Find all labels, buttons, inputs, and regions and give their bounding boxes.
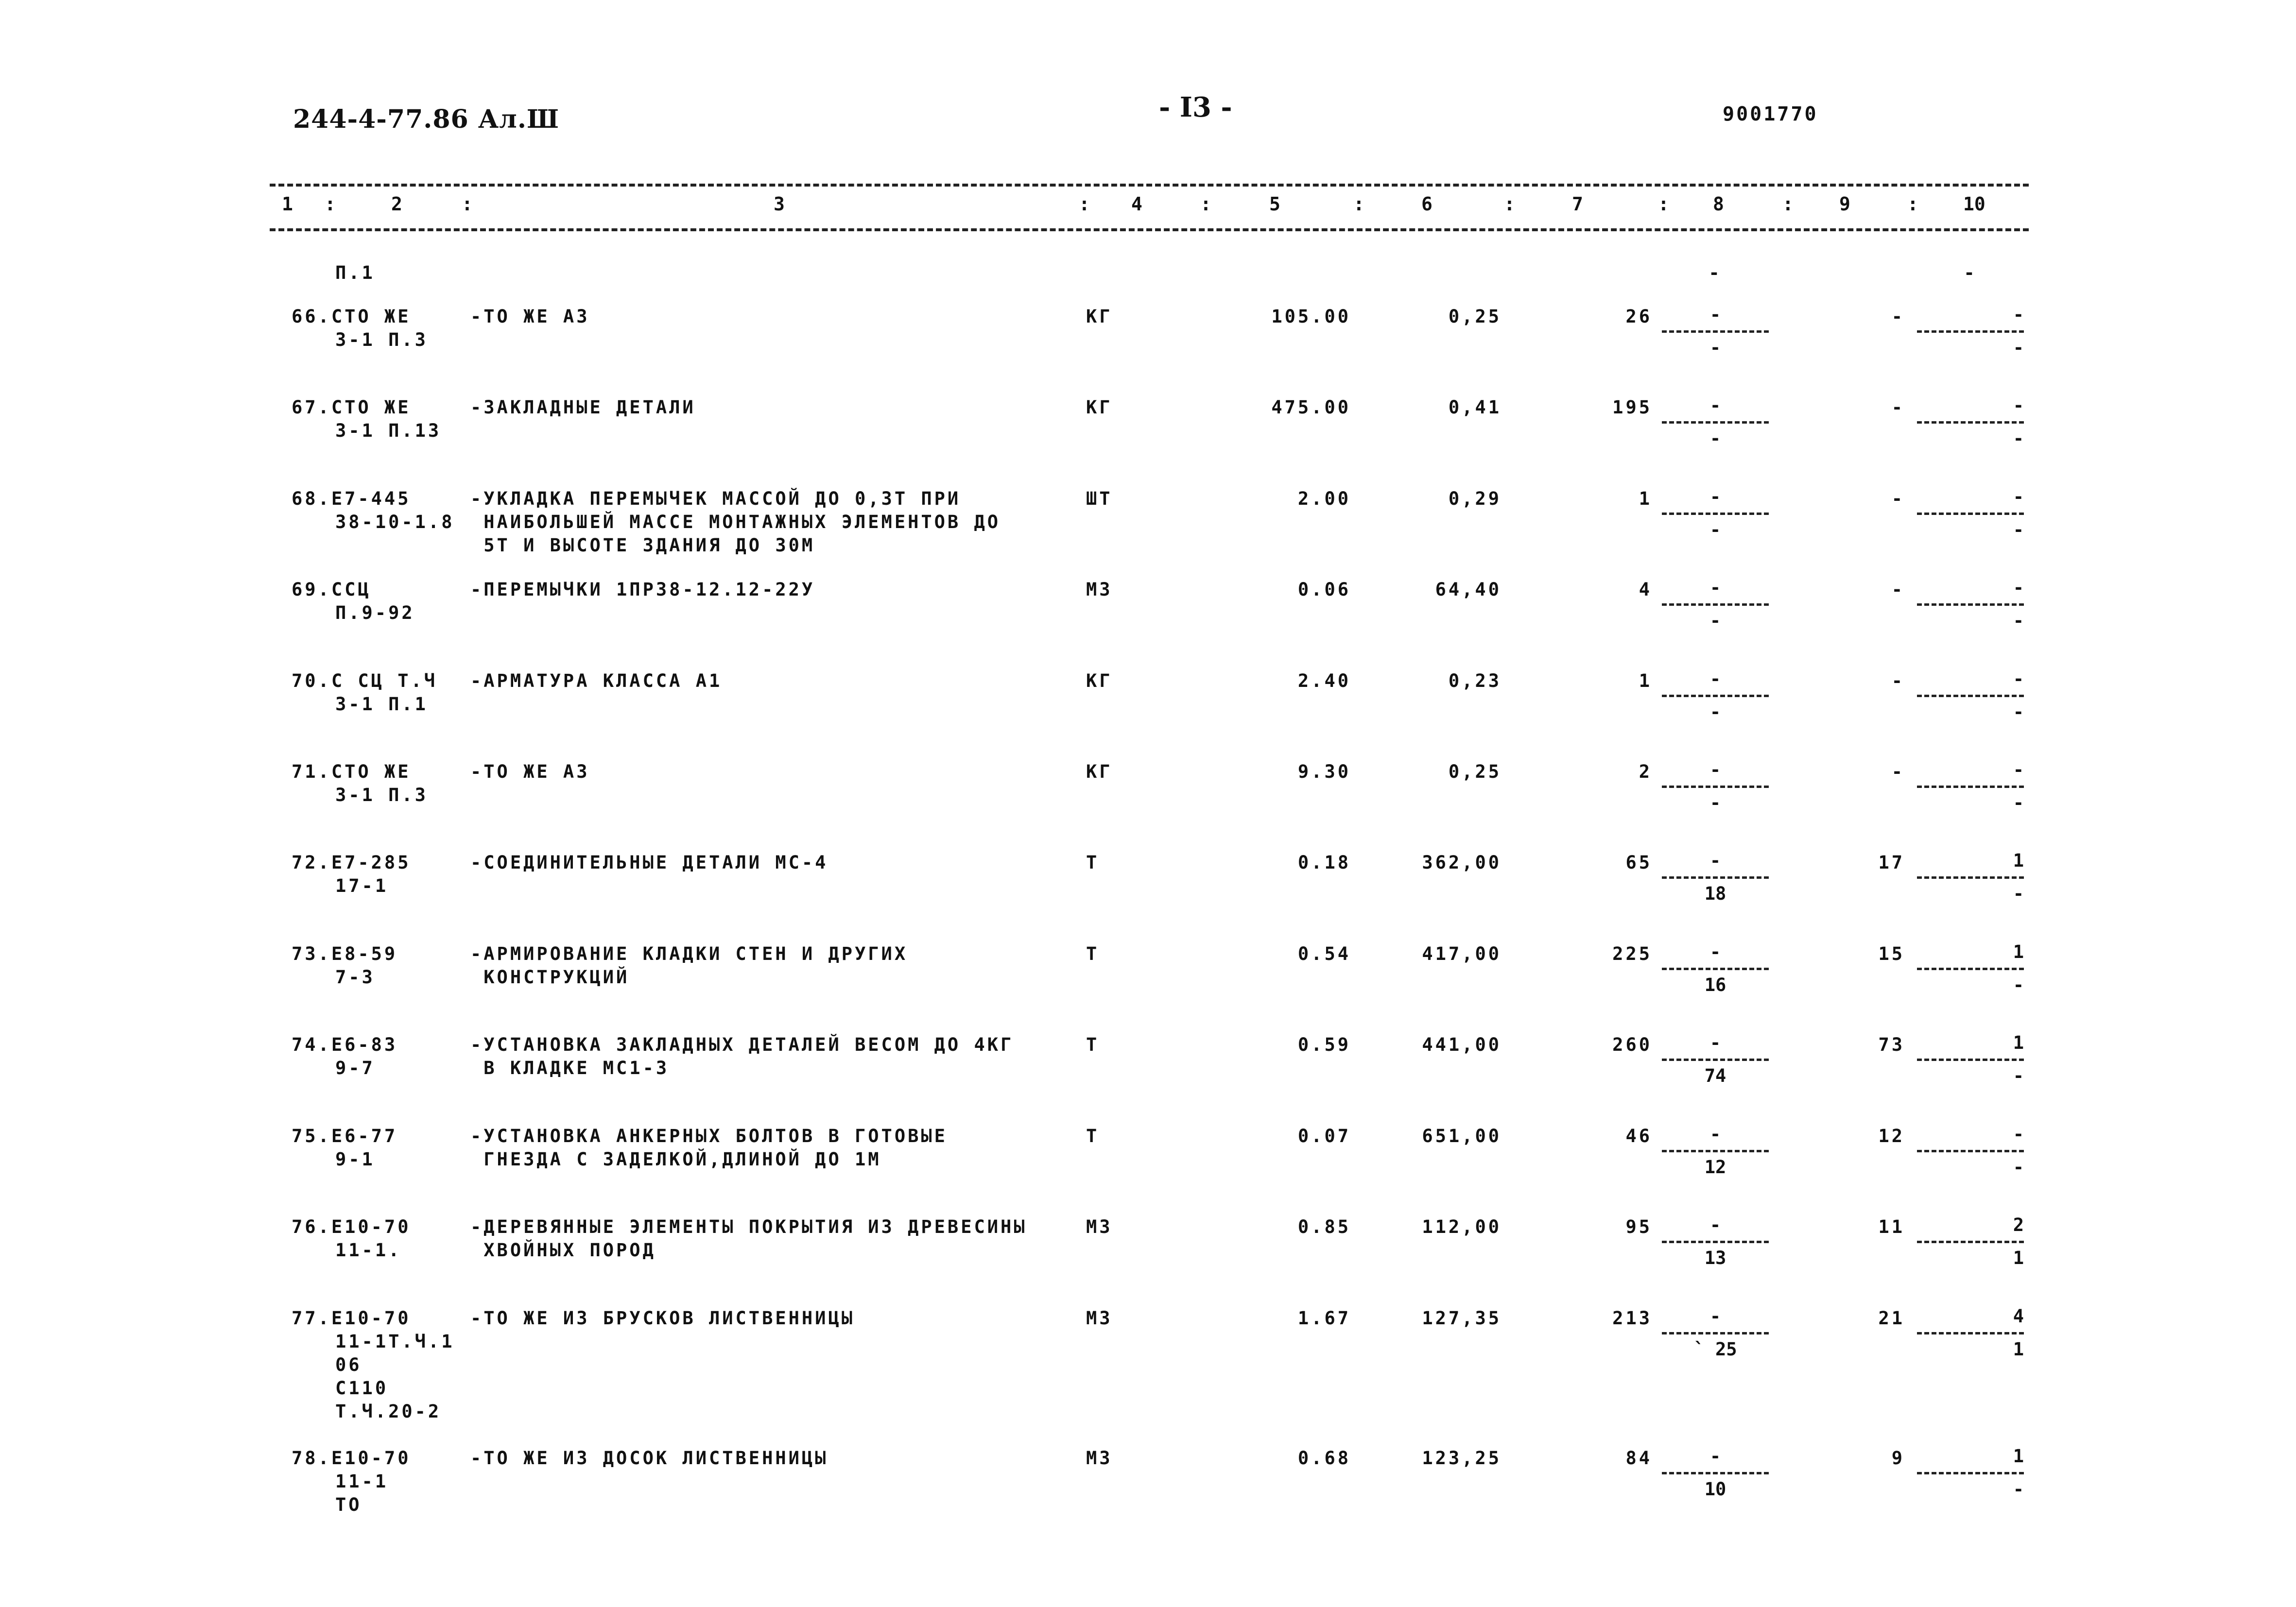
col10-denominator: - xyxy=(2013,1065,2024,1086)
row-unit-price: 64,40 xyxy=(1435,579,1502,600)
row-total: 26 xyxy=(1625,306,1652,327)
fraction-bar xyxy=(1662,330,1769,333)
col8-fraction xyxy=(1662,669,1769,724)
col8-fraction xyxy=(1662,851,1769,906)
col10-fraction xyxy=(1917,1447,2024,1501)
row-unit-price: 0,25 xyxy=(1448,306,1502,327)
fraction-bar xyxy=(1917,513,2024,515)
row-code: 9-7 xyxy=(335,1058,375,1078)
col8-fraction xyxy=(1662,1307,1769,1361)
col9-value: 12 xyxy=(1878,1126,1905,1146)
table-top-rule xyxy=(270,184,2029,187)
row-description: -АРМИРОВАНИЕ КЛАДКИ СТЕН И ДРУГИХ xyxy=(470,943,908,964)
row-unit-price: 651,00 xyxy=(1422,1126,1502,1146)
row-unit: ШТ xyxy=(1086,488,1113,509)
col9-value: 11 xyxy=(1878,1216,1905,1237)
row-description: ХВОЙНЫХ ПОРОД xyxy=(470,1240,656,1261)
col8-denominator: 18 xyxy=(1704,883,1726,904)
col9-value: - xyxy=(1891,397,1905,418)
fraction-bar xyxy=(1917,603,2024,606)
column-header: 5 xyxy=(1269,193,1280,215)
fraction-bar xyxy=(1662,786,1769,788)
column-separator: : xyxy=(1907,193,1918,215)
row-unit-price: 0,23 xyxy=(1448,670,1502,691)
column-separator: : xyxy=(1658,193,1669,215)
fraction-bar xyxy=(1917,1472,2024,1474)
col8-numerator: - xyxy=(1709,1306,1721,1327)
row-code: П.9-92 xyxy=(335,602,415,623)
row-description: -ТО ЖЕ А3 xyxy=(470,306,590,327)
col9-value: - xyxy=(1891,306,1905,327)
column-header: 8 xyxy=(1713,193,1724,215)
col10-numerator: 1 xyxy=(2013,941,2024,962)
row-code: 73.Е8-59 xyxy=(292,943,398,964)
fraction-bar xyxy=(1662,695,1769,697)
fraction-bar xyxy=(1662,1332,1769,1334)
row-unit-price: 0,29 xyxy=(1448,488,1502,509)
row-total: 2 xyxy=(1639,761,1652,782)
col8-numerator: - xyxy=(1709,486,1721,507)
reference-number: 9001770 xyxy=(1723,103,1818,125)
fraction-bar xyxy=(1662,1241,1769,1243)
row-total: 65 xyxy=(1625,852,1652,873)
row-description: КОНСТРУКЦИЙ xyxy=(470,967,630,988)
fraction-bar xyxy=(1917,695,2024,697)
column-separator: : xyxy=(325,193,336,215)
fraction-bar xyxy=(1917,1150,2024,1152)
row-quantity: 2.40 xyxy=(1297,670,1351,691)
row-unit: КГ xyxy=(1086,761,1113,782)
row-total: 95 xyxy=(1625,1216,1652,1237)
col8-denominator: - xyxy=(1709,337,1721,358)
col10-numerator: - xyxy=(2013,668,2024,689)
row-description: -ДЕРЕВЯННЫЕ ЭЛЕМЕНТЫ ПОКРЫТИЯ ИЗ ДРЕВЕСИНЫ xyxy=(470,1216,1027,1237)
row-quantity: 0.18 xyxy=(1297,852,1351,873)
col8-fraction xyxy=(1662,305,1769,359)
col10-fraction xyxy=(1917,851,2024,906)
column-separator: : xyxy=(1200,193,1211,215)
row-total: 1 xyxy=(1639,488,1652,509)
col8-fraction xyxy=(1662,1215,1769,1270)
col8-numerator: - xyxy=(1709,668,1721,689)
col8-denominator: 13 xyxy=(1704,1248,1726,1268)
row-code: 11-1Т.Ч.1 xyxy=(335,1331,455,1352)
row-total: 225 xyxy=(1612,943,1652,964)
row-code: 66.СТО ЖЕ xyxy=(292,306,411,327)
document-code: 244-4-77.86 Ал.Ш xyxy=(293,104,559,134)
col10-denominator: 1 xyxy=(2013,1248,2024,1268)
col10-numerator: 1 xyxy=(2013,850,2024,871)
fraction-bar xyxy=(1662,603,1769,606)
row-code: 72.Е7-285 xyxy=(292,852,411,873)
row-unit-price: 362,00 xyxy=(1422,852,1502,873)
row-quantity: 0.06 xyxy=(1297,579,1351,600)
col10-denominator: 1 xyxy=(2013,1339,2024,1360)
column-separator: : xyxy=(1782,193,1794,215)
fraction-bar xyxy=(1662,513,1769,515)
col10-denominator: - xyxy=(2013,792,2024,813)
col8-numerator: - xyxy=(1709,1032,1721,1053)
row-code: 11-1 xyxy=(335,1471,389,1492)
row-code: 38-10-1.8 xyxy=(335,512,455,532)
col10-numerator: - xyxy=(2013,759,2024,780)
row-unit: М3 xyxy=(1086,1308,1113,1329)
col9-value: 15 xyxy=(1878,943,1905,964)
col8-numerator: - xyxy=(1709,1446,1721,1467)
row-quantity: 2.00 xyxy=(1297,488,1351,509)
col8-numerator: - xyxy=(1709,941,1721,962)
col9-value: - xyxy=(1891,670,1905,691)
row-quantity: 9.30 xyxy=(1297,761,1351,782)
column-header: 10 xyxy=(1963,193,1985,215)
row-code: 9-1 xyxy=(335,1149,375,1170)
col10-denominator: - xyxy=(2013,701,2024,722)
column-separator: : xyxy=(462,193,473,215)
col8-denominator: 16 xyxy=(1704,974,1726,995)
col8-denominator: 12 xyxy=(1704,1157,1726,1178)
fraction-bar xyxy=(1662,1059,1769,1061)
row-description: -УКЛАДКА ПЕРЕМЫЧЕК МАССОЙ ДО 0,3Т ПРИ xyxy=(470,488,961,509)
row-description: -УСТАНОВКА ЗАКЛАДНЫХ ДЕТАЛЕЙ ВЕСОМ ДО 4КГ xyxy=(470,1034,1014,1055)
col8-denominator: 10 xyxy=(1704,1479,1726,1500)
fraction-bar xyxy=(1917,1059,2024,1061)
col10-denominator: - xyxy=(2013,610,2024,631)
col10-denominator: - xyxy=(2013,428,2024,449)
column-separator: : xyxy=(1353,193,1364,215)
col10-numerator: - xyxy=(2013,486,2024,507)
column-header: 7 xyxy=(1572,193,1583,215)
col8-denominator: - xyxy=(1709,428,1721,449)
row-code: 74.Е6-83 xyxy=(292,1034,398,1055)
row-unit-price: 0,41 xyxy=(1448,397,1502,418)
col8-fraction xyxy=(1662,1447,1769,1501)
fraction-bar xyxy=(1917,1241,2024,1243)
row-unit: М3 xyxy=(1086,1448,1113,1469)
table-header-rule xyxy=(270,228,2029,231)
fraction-bar xyxy=(1917,876,2024,879)
col9-value: 21 xyxy=(1878,1308,1905,1329)
row-unit: КГ xyxy=(1086,670,1113,691)
row-unit-price: 127,35 xyxy=(1422,1308,1502,1329)
row-code: ТО xyxy=(335,1494,362,1515)
col8-fraction xyxy=(1662,942,1769,997)
col10-numerator: - xyxy=(2013,1124,2024,1145)
row-quantity: 1.67 xyxy=(1297,1308,1351,1329)
row-unit: Т xyxy=(1086,852,1100,873)
col8-numerator: - xyxy=(1709,1124,1721,1145)
row-quantity: 0.59 xyxy=(1297,1034,1351,1055)
row-code: 70.С СЦ Т.Ч xyxy=(292,670,438,691)
row-description: В КЛАДКЕ МС1-3 xyxy=(470,1058,670,1078)
row-code: 06 xyxy=(335,1354,362,1375)
column-header: 4 xyxy=(1131,193,1142,215)
fraction-bar xyxy=(1917,968,2024,970)
row-unit-price: 0,25 xyxy=(1448,761,1502,782)
col10-fraction xyxy=(1917,487,2024,542)
column-header: 1 xyxy=(282,193,293,215)
row-quantity: 0.54 xyxy=(1297,943,1351,964)
row-code: 3-1 П.3 xyxy=(335,329,428,350)
col10-fraction xyxy=(1917,396,2024,450)
row-code: 71.СТО ЖЕ xyxy=(292,761,411,782)
row-total: 213 xyxy=(1612,1308,1652,1329)
col10-fraction xyxy=(1917,1125,2024,1179)
fraction-bar xyxy=(1662,1150,1769,1152)
column-header: 2 xyxy=(391,193,402,215)
row-total: 260 xyxy=(1612,1034,1652,1055)
fraction-bar xyxy=(1917,1332,2024,1334)
row-total: 195 xyxy=(1612,397,1652,418)
col8-denominator: - xyxy=(1709,610,1721,631)
row-unit: Т xyxy=(1086,1126,1100,1146)
row-code: П.1 xyxy=(335,262,375,283)
row-code: 76.Е10-70 xyxy=(292,1216,411,1237)
col10-fraction xyxy=(1917,942,2024,997)
col10-denominator: - xyxy=(2013,519,2024,540)
row-unit: Т xyxy=(1086,1034,1100,1055)
col10-numerator: 1 xyxy=(2013,1446,2024,1467)
row-description: НАИБОЛЬШЕЙ МАССЕ МОНТАЖНЫХ ЭЛЕМЕНТОВ ДО xyxy=(470,512,1001,532)
col8-denominator: - xyxy=(1709,792,1721,813)
col9-value: - xyxy=(1891,761,1905,782)
col8-numerator: - xyxy=(1709,759,1721,780)
row-description: -ТО ЖЕ ИЗ ДОСОК ЛИСТВЕННИЦЫ xyxy=(470,1448,829,1469)
row-description: -СОЕДИНИТЕЛЬНЫЕ ДЕТАЛИ МС-4 xyxy=(470,852,829,873)
column-header: 6 xyxy=(1421,193,1433,215)
row-quantity: 0.07 xyxy=(1297,1126,1351,1146)
col10-numerator: - xyxy=(2013,577,2024,598)
col8-numerator: - xyxy=(1709,304,1721,325)
row-total: 46 xyxy=(1625,1126,1652,1146)
col9-value: - xyxy=(1891,488,1905,509)
column-separator: : xyxy=(1079,193,1090,215)
col10-denominator: - xyxy=(2013,1479,2024,1500)
row-unit: КГ xyxy=(1086,306,1113,327)
col10-denominator: - xyxy=(2013,883,2024,904)
row-unit-price: 112,00 xyxy=(1422,1216,1502,1237)
row-code: 11-1. xyxy=(335,1240,402,1261)
col10-numerator: 4 xyxy=(2013,1306,2024,1327)
row-unit: М3 xyxy=(1086,1216,1113,1237)
row-code: 3-1 П.13 xyxy=(335,420,442,441)
row-description: ГНЕЗДА С ЗАДЕЛКОЙ,ДЛИНОЙ ДО 1М xyxy=(470,1149,881,1170)
row-unit: Т xyxy=(1086,943,1100,964)
page-number: - I3 - xyxy=(1159,91,1232,123)
col10-numerator: 2 xyxy=(2013,1214,2024,1235)
column-header: 3 xyxy=(774,193,785,215)
row-description: -ТО ЖЕ ИЗ БРУСКОВ ЛИСТВЕННИЦЫ xyxy=(470,1308,855,1329)
row-description: -ПЕРЕМЫЧКИ 1ПР38-12.12-22У xyxy=(470,579,815,600)
row-total: 4 xyxy=(1639,579,1652,600)
row-code: 3-1 П.3 xyxy=(335,785,428,805)
row-quantity: 105.00 xyxy=(1271,306,1351,327)
col10-fraction xyxy=(1917,1033,2024,1088)
row-code: С110 xyxy=(335,1378,389,1399)
col8-numerator: - xyxy=(1709,850,1721,871)
row-description: -ТО ЖЕ А3 xyxy=(470,761,590,782)
row-quantity: 0.85 xyxy=(1297,1216,1351,1237)
row-code: Т.Ч.20-2 xyxy=(335,1401,442,1422)
row-unit-price: 441,00 xyxy=(1422,1034,1502,1055)
row-code: 78.Е10-70 xyxy=(292,1448,411,1469)
row-code: 7-3 xyxy=(335,967,375,988)
col10-denominator: - xyxy=(2013,337,2024,358)
row-unit-price: 417,00 xyxy=(1422,943,1502,964)
fraction-bar xyxy=(1662,876,1769,879)
row-code: 67.СТО ЖЕ xyxy=(292,397,411,418)
row-unit-price: 123,25 xyxy=(1422,1448,1502,1469)
row-code: 17-1 xyxy=(335,875,389,896)
row-total: 1 xyxy=(1639,670,1652,691)
fraction-bar xyxy=(1662,1472,1769,1474)
col8-denominator: - xyxy=(1709,519,1721,540)
col8-fraction xyxy=(1662,578,1769,633)
row-quantity: 475.00 xyxy=(1271,397,1351,418)
row-code: 68.Е7-445 xyxy=(292,488,411,509)
col10-fraction xyxy=(1917,669,2024,724)
row-code: 77.Е10-70 xyxy=(292,1308,411,1329)
col8-denominator: 74 xyxy=(1704,1065,1726,1086)
col8-denominator: ` 25 xyxy=(1693,1339,1737,1360)
column-header: 9 xyxy=(1839,193,1850,215)
fraction-bar xyxy=(1917,421,2024,424)
row-quantity: 0.68 xyxy=(1297,1448,1351,1469)
col8-fraction xyxy=(1662,487,1769,542)
col10-fraction xyxy=(1917,305,2024,359)
col10-numerator: - xyxy=(2013,304,2024,325)
row-code: 3-1 П.1 xyxy=(335,694,428,715)
fraction-bar xyxy=(1917,330,2024,333)
row-code: 69.ССЦ xyxy=(292,579,371,600)
col10-fraction xyxy=(1917,578,2024,633)
col8-fraction xyxy=(1662,1125,1769,1179)
col8-numerator: - xyxy=(1709,1214,1721,1235)
col10-fraction xyxy=(1917,760,2024,815)
col10-fraction xyxy=(1917,1215,2024,1270)
row-unit: М3 xyxy=(1086,579,1113,600)
row-description: 5Т И ВЫСОТЕ ЗДАНИЯ ДО 30М xyxy=(470,535,815,556)
column-separator: : xyxy=(1504,193,1515,215)
col9-value: 9 xyxy=(1891,1448,1905,1469)
fraction-bar xyxy=(1917,786,2024,788)
col9-value: 17 xyxy=(1878,852,1905,873)
col10-value: - xyxy=(1964,262,1977,283)
col10-numerator: - xyxy=(2013,395,2024,416)
col8-fraction xyxy=(1662,396,1769,450)
row-total: 84 xyxy=(1625,1448,1652,1469)
row-description: -ЗАКЛАДНЫЕ ДЕТАЛИ xyxy=(470,397,696,418)
fraction-bar xyxy=(1662,421,1769,424)
col8-fraction xyxy=(1662,760,1769,815)
col10-denominator: - xyxy=(2013,1157,2024,1178)
col10-numerator: 1 xyxy=(2013,1032,2024,1053)
col9-value: 73 xyxy=(1878,1034,1905,1055)
col8-numerator: - xyxy=(1709,577,1721,598)
col10-denominator: - xyxy=(2013,974,2024,995)
fraction-bar xyxy=(1662,968,1769,970)
col8-value: - xyxy=(1709,262,1722,283)
col8-numerator: - xyxy=(1709,395,1721,416)
col8-denominator: - xyxy=(1709,701,1721,722)
col10-fraction xyxy=(1917,1307,2024,1361)
row-description: -АРМАТУРА КЛАССА А1 xyxy=(470,670,723,691)
col9-value: - xyxy=(1891,579,1905,600)
col8-fraction xyxy=(1662,1033,1769,1088)
row-description: -УСТАНОВКА АНКЕРНЫХ БОЛТОВ В ГОТОВЫЕ xyxy=(470,1126,948,1146)
row-code: 75.Е6-77 xyxy=(292,1126,398,1146)
row-unit: КГ xyxy=(1086,397,1113,418)
